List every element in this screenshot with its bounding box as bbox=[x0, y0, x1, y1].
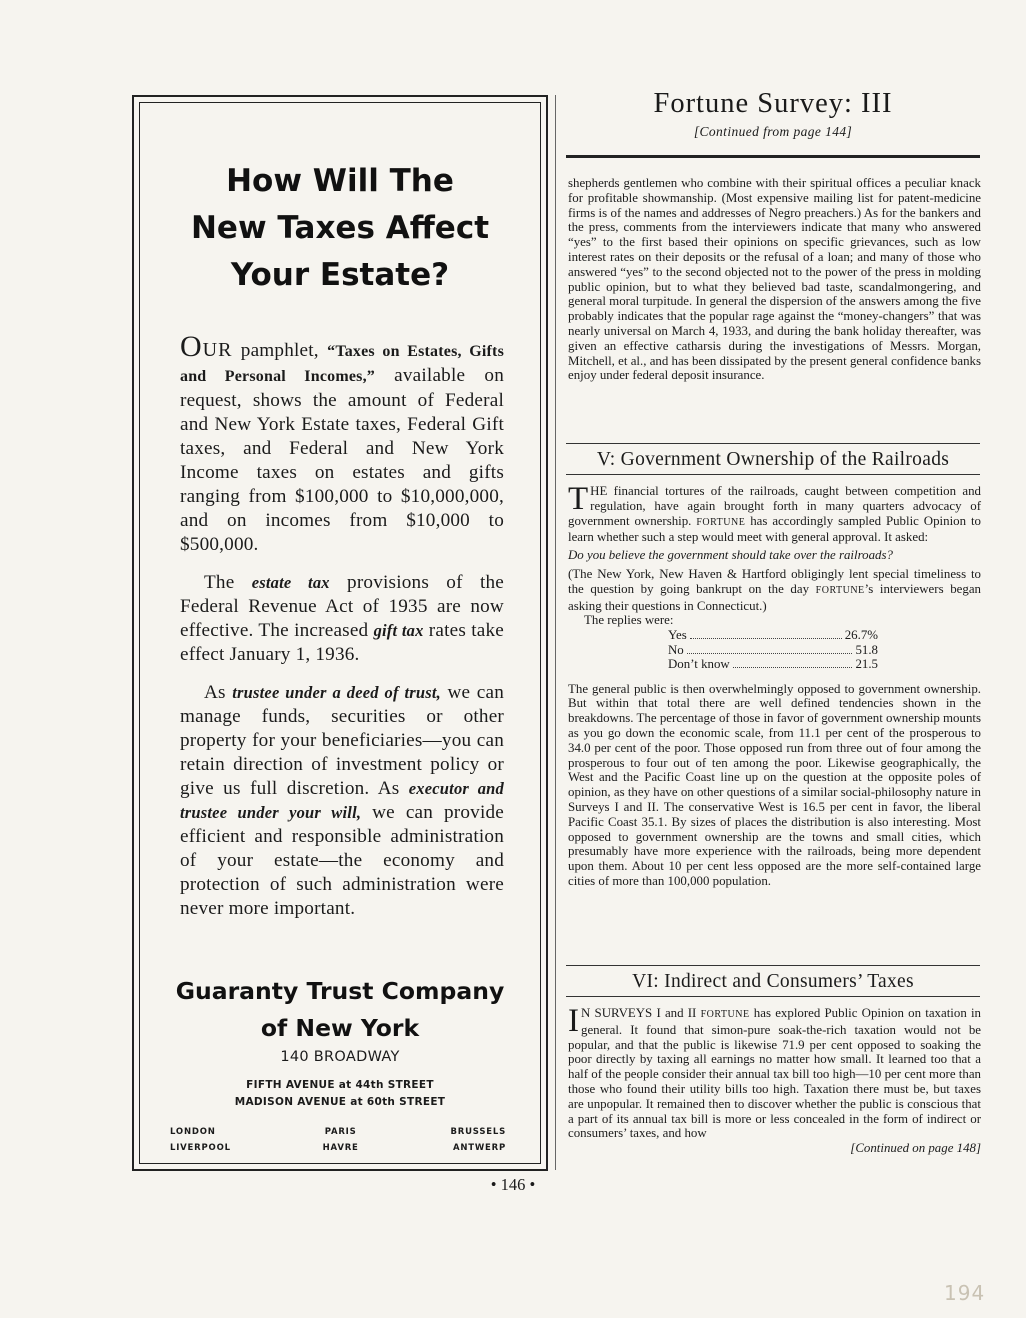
section-6-body bbox=[568, 1003, 981, 1156]
survey-question: Do you believe the government should take over the railroads? bbox=[568, 548, 893, 563]
replies-label: The replies were: bbox=[584, 613, 674, 628]
section-6-rule bbox=[566, 965, 980, 966]
section-5-title: V: Government Ownership of the Railroads bbox=[596, 449, 950, 470]
ad-p2-a: The bbox=[204, 572, 252, 593]
intro-paragraph bbox=[568, 176, 981, 383]
branch-streets bbox=[140, 1077, 540, 1111]
reply-value: 51.8 bbox=[855, 642, 878, 657]
reply-label: Yes bbox=[668, 628, 687, 643]
branch-cities bbox=[170, 1124, 506, 1156]
ad-p1-lead: pamphlet, bbox=[232, 340, 328, 361]
section-6-p1-a: N SURVEYS I and II bbox=[581, 1006, 701, 1020]
advertisement-box bbox=[132, 95, 548, 1171]
city-brussels: BRUSSELS bbox=[450, 1127, 506, 1137]
ad-p1-rest: available on request, shows the amount of Federal and New York Estate taxes, Federal Gift taxes, and Federal and New York Income taxes on estates and gifts ranging from $100,000 to $10,000,000, and on incomes from $10,000 to $500,000. bbox=[180, 365, 504, 555]
section-5-p1-b: has accordingly sampled Public Opinion to learn whether such a step would meet with general approval. It asked: bbox=[568, 513, 981, 545]
cities-left bbox=[170, 1124, 231, 1156]
section-5-body bbox=[568, 481, 981, 889]
section-5-note-b: ’s interviewers began asking their questions in Connecticut.) bbox=[568, 581, 981, 613]
section-5-underline bbox=[566, 474, 980, 475]
branch-street-2: MADISON AVENUE at 60th STREET bbox=[234, 1096, 446, 1108]
page-number: • 146 • bbox=[490, 1175, 536, 1194]
cities-right bbox=[450, 1124, 506, 1156]
intro-text: shepherds gentlemen who combine with their spiritual offices a peculiar knack for profitable showmanship. (Most expensive mailing list for patent-medicine firms is of the names and addresses of Negro preachers.) As for the bankers and the press, comments from the interviewers indicate that many who answered “yes” to the first based their opinions on specific grievances, such as low interest rates on their deposits or the refusal of a loan; and many of those who answered “yes” to the second objected not to the power of the press in molding public opinion, but to what they believed bad taste, scandalmongering, and general moral turpitude. In general the dispersion of the answers among the five probably indicates that the popular rage against the “money-changers” that was nearly universal on March 4, 1933, and during the bank holiday thereafter, was given an effective catharsis during the investigations of Messrs. Morgan, Mitchell, et al., and has been dissipated by the present general confidence banks enjoy under federal deposit insurance. bbox=[568, 176, 981, 383]
reply-row bbox=[668, 657, 878, 672]
section-5-paragraph-2: The general public is then overwhelmingly opposed to government ownership. But within that total there are well defined tendencies shown in the breakdowns. The percentage of those in favor of government ownership mounts as you go down the economic scale, from 11.1 per cent of the prosperous to 34.0 per cent of the poor. Those opposed run from three out of four among the prosperous to four out of ten among the poor. Likewise geographically, the West and the Pacific Coast line up on the question at the opposite poles of opinion, as they have on other questions of a similar social-philosophy nature in Surveys I and II. The conservative West is 16.5 per cent in favor, the liberal Pacific Coast 35.1. By sizes of places the distribution is also interesting. Most opposed to government ownership are the towns and small cities, which presumably have more experience with the railroads, being more dependent upon them. About 10 per cent less opposed are the more self-contained large cities of more than 100,000 population. bbox=[568, 681, 981, 889]
leader-dots bbox=[690, 638, 842, 639]
ad-p3-c: we can manage funds, securities or other property for your beneficiaries—you can retain direction of investment policy or give us full discretion. As bbox=[180, 682, 504, 799]
ad-body bbox=[180, 330, 504, 935]
ad-p2-gift-tax: gift tax bbox=[373, 621, 424, 640]
section-5-p1-a: HE financial tortures of the railroads, caught between competition and regulation, have again brought forth in many quarters advocacy of government ownership. bbox=[568, 484, 981, 528]
branch-street-1: FIFTH AVENUE at 44th STREET bbox=[246, 1079, 434, 1091]
pamphlet-title: “Taxes on Estates, Gifts and Personal Incomes,” bbox=[180, 343, 504, 385]
reply-label: Don’t know bbox=[668, 657, 730, 672]
continued-on-note: [Continued on page 148] bbox=[850, 1141, 981, 1156]
continued-from-note: [Continued from page 144] bbox=[693, 124, 853, 139]
leader-dots bbox=[733, 667, 853, 668]
company-name-line-1: Guaranty Trust Company bbox=[175, 977, 505, 1005]
reply-label: No bbox=[668, 642, 684, 657]
section-5-note-a: (The New York, New Haven & Hartford obligingly lent special timeliness to the question by going bankrupt on the day bbox=[568, 566, 981, 596]
ad-dropcap: O bbox=[180, 330, 203, 363]
ad-p3-executor: executor and trustee under your will, bbox=[180, 779, 504, 822]
reply-row bbox=[668, 643, 878, 658]
fortune-smallcap: FORTUNE bbox=[815, 584, 865, 596]
replies-table bbox=[668, 628, 878, 672]
column-divider bbox=[555, 95, 556, 1170]
section-6-title: VI: Indirect and Consumers’ Taxes bbox=[632, 971, 914, 992]
section-5-rule bbox=[566, 443, 980, 444]
ad-headline-line-2: New Taxes Affect bbox=[190, 210, 490, 246]
ad-paragraph-1 bbox=[180, 330, 504, 557]
city-havre: HAVRE bbox=[322, 1143, 359, 1153]
section-5-note bbox=[568, 567, 981, 613]
section-6-dropcap: I bbox=[568, 1003, 579, 1039]
advertisement-inner-border bbox=[139, 102, 541, 1164]
ad-headline-line-3: Your Estate? bbox=[230, 257, 450, 293]
ad-paragraph-2 bbox=[180, 571, 504, 667]
city-antwerp: ANTWERP bbox=[452, 1143, 506, 1153]
ad-headline-line-1: How Will The bbox=[226, 163, 454, 199]
ad-p2-c: provisions of the Federal Revenue Act of 1935 are now effective. The increased bbox=[180, 572, 504, 641]
city-london: LONDON bbox=[170, 1127, 216, 1137]
reply-row bbox=[668, 628, 878, 643]
section-6-paragraph-1 bbox=[568, 1003, 981, 1141]
ad-p3-a: As bbox=[204, 682, 233, 703]
ad-p3-e: we can provide efficient and responsible administration of your estate—the economy and protection of such administration were never more important. bbox=[180, 802, 504, 919]
ad-headline bbox=[140, 158, 540, 299]
company-address: 140 BROADWAY bbox=[280, 1049, 400, 1065]
reply-value: 26.7% bbox=[844, 628, 878, 643]
section-5-paragraph-1 bbox=[568, 481, 981, 545]
city-liverpool: LIVERPOOL bbox=[170, 1143, 231, 1153]
section-6-p1-b: has explored Public Opinion on taxation in general. It found that simon-pure soak-the-rich taxation would not be popular, and that the public is likewise 71.9 per cent opposed to soaking the poor directly by taxing all earnings no matter how small. It learned too that a half of the people consider their annual tax bill too high—10 per cent more than those who found their utility bills too high. Taxation there must be, but taxes are unpopular. It remained then to discover whether the public is conscious that a part of its annual tax bill is more or less concealed in the form of indirect or consumers’ taxes, and how bbox=[568, 1006, 981, 1141]
fortune-smallcap: FORTUNE bbox=[700, 1009, 750, 1020]
city-paris: PARIS bbox=[324, 1127, 357, 1137]
ad-p2-e: rates take effect January 1, 1936. bbox=[180, 620, 504, 665]
section-6-underline bbox=[566, 996, 980, 997]
company-name bbox=[140, 973, 540, 1047]
company-name-line-2: of New York bbox=[260, 1014, 420, 1042]
survey-title: Fortune Survey: III bbox=[653, 88, 893, 119]
fortune-smallcap: FORTUNE bbox=[696, 516, 746, 528]
ad-smallcap: UR bbox=[202, 339, 233, 361]
section-5-dropcap: T bbox=[568, 481, 589, 517]
cities-middle bbox=[323, 1124, 359, 1156]
pencil-annotation: 194 bbox=[944, 1281, 986, 1305]
reply-value: 21.5 bbox=[855, 657, 878, 672]
title-rule bbox=[566, 155, 980, 158]
ad-paragraph-3 bbox=[180, 681, 504, 921]
leader-dots bbox=[687, 653, 853, 654]
ad-p3-trustee: trustee under a deed of trust, bbox=[232, 683, 441, 702]
ad-p2-estate-tax: estate tax bbox=[251, 573, 330, 592]
